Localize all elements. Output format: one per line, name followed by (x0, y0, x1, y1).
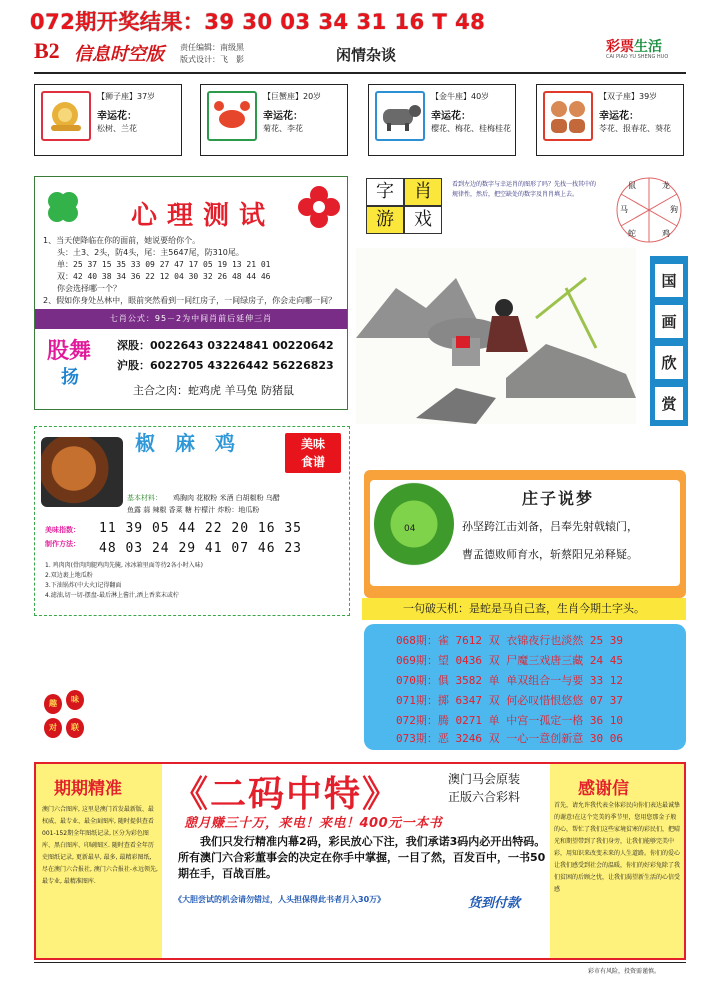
header-rule (34, 72, 686, 74)
zodiac-name: 【狮子座】37岁 (97, 92, 156, 101)
question-1-end: 你会选择哪一个？ (57, 284, 121, 293)
lucky-flowers: 松树、兰花 (97, 124, 137, 133)
zodiac-card-gemini (536, 84, 684, 156)
history-row: 070期：俱 3582 单 单双组合一与要 33 12 (396, 674, 623, 687)
ad-subtitle (448, 770, 520, 806)
wheel-rat: 鼠 (628, 181, 636, 190)
side-char-3: 欣 (655, 346, 683, 379)
ingredients: 鸡胸肉 花椒粉 米酒 白胡椒粉 乌醋 (173, 494, 280, 502)
step-4: 4.滤油,切一切-摆盘-最后淋上酱汁,洒上香菜末或柠 (45, 592, 179, 599)
footer-rule (34, 962, 686, 963)
ad-footer: 《大胆尝试的机会请勿错过，人头担保得此书者月入30万》 (174, 895, 386, 904)
history-row: 069期：望 0436 双 尸魔三戏唐三藏 24 45 (396, 654, 623, 667)
lotus-number: 04 (404, 524, 416, 534)
riddle-banner: 一句破天机：是蛇是马自己查，生肖今期土字头。 (362, 598, 686, 620)
recipe-box (34, 426, 350, 616)
wheel-dragon: 龙 (662, 181, 670, 190)
shenzhen-line: 深股：0022643 03224841 00220642 (117, 339, 334, 352)
ad-title: 《二码中特》 (172, 774, 401, 815)
editor-line: 责任编辑：南级黑 (180, 43, 244, 52)
history-row: 071期：掷 6347 双 何必叹惜恨悠悠 07 37 (396, 694, 623, 707)
question-1: 1、当天使降临在你的面前，她说要给你个。 (43, 236, 201, 245)
zodiac-name: 【巨蟹座】20岁 (263, 92, 322, 101)
lucky-label: 幸运花： (263, 111, 303, 122)
left-column (36, 764, 162, 958)
wheel-dog: 狗 (670, 205, 678, 214)
lucky-flowers: 菊花、李花 (263, 124, 303, 133)
ad-slogan: 憩月赚三十万，来电！来电！400元一本书 (184, 816, 443, 831)
flower-icon (297, 185, 341, 229)
formula-bar: 七肖公式：95－2为中间肖前后延伸三肖 (35, 309, 347, 329)
recipe-badge (285, 433, 341, 473)
designer-line: 版式设计：飞 影 (180, 55, 244, 64)
twins-icon (543, 91, 593, 141)
page-number: B2 (34, 38, 60, 63)
hero-result: 072期开奖结果：39 30 03 34 31 16 T 48 (30, 10, 486, 34)
section-title: 闲情杂谈 (336, 46, 397, 64)
even-row: 双：42 40 38 34 36 22 12 04 30 32 26 48 44 46 (57, 272, 271, 281)
wheel-horse: 马 (620, 205, 628, 214)
left-column-body: 澳门六合图库, 这里是澳门首发最新版、最权威、最专业、最全面图库, 随时提供查看001-152期全年图纸记录, 区分为彩色图库、黑白图库、印刷图区. 随时查看全年历史图纸记录, 更新最早, 最多, 最精彩图纸, 尽在澳门六合报社, 澳门六合报社-永远领先, 最专业, 最精准图库. (42, 806, 158, 885)
side-char-4: 赏 (655, 387, 683, 420)
ad-subtitle-b: 正版六合彩料 (448, 790, 521, 804)
ink-painting (356, 248, 636, 424)
paper-name: 信息时空版 (74, 44, 164, 65)
lucky-label: 幸运花： (599, 111, 639, 122)
puzzle-char-2: 肖 (404, 178, 442, 206)
badge-line-1: 美味 (300, 437, 325, 451)
recipe-title: 椒麻鸡 (135, 431, 255, 455)
left-column-title: 期期精准 (54, 779, 122, 799)
side-char-2: 画 (655, 305, 683, 338)
lucky-flowers: 樱花、梅花、桂梅桂花 (431, 124, 511, 133)
zodiac-wheel (610, 174, 688, 246)
right-column-title: 感谢信 (578, 779, 629, 799)
psych-title: 心理测试 (131, 201, 276, 231)
history-panel (364, 624, 686, 750)
psych-questions (43, 235, 343, 307)
odd-row: 单：25 37 15 35 33 09 27 47 17 05 19 13 21 01 (57, 260, 271, 269)
zhuangzi-line-1: 孙坚跨江击刘备，吕奉先射戟辕门， (462, 520, 638, 533)
puzzle-char-1: 字 (366, 178, 404, 206)
shanghai-line: 沪股：6022705 43226442 56226823 (117, 359, 334, 372)
stock-logo-a: 股舞 (47, 339, 92, 364)
right-column-body: 首先，请允许我代表全体彩民向你们表达最诚挚的谢意!在这个完美的季节里，您用您那金子般的心，帮忙了我们这些家境贫寒的彩民们，把晴光和期望带到了我们身旁，让我们能够完美中彩，用知识来改变未来的人生道路。你们的爱心让我们感受到社会的温暖，你们的好彩兔除了我们贫困的后顾之忧，让我们渴望新生活的心信受感 (554, 802, 681, 893)
brand-a: 彩票 (606, 39, 634, 55)
lucky-label: 幸运花： (431, 111, 471, 122)
dish-image (41, 437, 123, 507)
side-char-1: 国 (655, 264, 683, 297)
stock-logo-b: 扬 (61, 367, 79, 388)
clover-icon (43, 187, 83, 227)
ad-subtitle-a: 澳门马会原装 (448, 772, 521, 786)
zodiac-card-taurus (368, 84, 516, 156)
lion-icon (41, 91, 91, 141)
disclaimer: 彩市有风险，投资需谨慎。 (588, 968, 661, 975)
zhuangzi-box (364, 470, 686, 598)
lantern-1: 趣 (44, 694, 62, 714)
combo-line: 主合之肉：蛇鸡虎 羊马兔 防猪鼠 (133, 384, 294, 397)
zodiac-card-leo (34, 84, 182, 156)
badge-line-2: 食谱 (300, 455, 325, 469)
index-label: 美味指数： (45, 526, 80, 534)
recipe-steps (45, 561, 203, 601)
crab-icon (207, 91, 257, 141)
puzzle-char-4: 戏 (404, 206, 442, 234)
zhuangzi-title: 庄子说梦 (522, 489, 595, 508)
zodiac-name: 【金牛座】40岁 (431, 92, 490, 101)
zodiac-name: 【双子座】39岁 (599, 92, 658, 101)
history-row: 073期：恶 3246 双 一心一意创新意 30 06 (396, 732, 623, 745)
lantern-3: 对 (44, 718, 62, 738)
side-title-panel (650, 256, 688, 426)
recipe-number-row-2: 48 03 24 29 41 07 46 23 (99, 541, 303, 556)
ingredients-label: 基本材料： (127, 494, 162, 502)
puzzle-instructions: 看到左边的数字与幸运肖的图形了吗？先找一找其中的规律性，然后，把空缺处的数字及肖肖填上去。 (452, 181, 597, 198)
bull-icon (375, 91, 425, 141)
psych-test-box (34, 176, 348, 410)
step-2: 2.双边裹上地瓜粉 (45, 572, 93, 579)
ingredients-2: 鱼露 蒜 辣椒 香菜 糖 柠檬汁 炸粉：地瓜粉 (127, 506, 260, 514)
method-label: 制作方法： (45, 540, 80, 548)
editors (180, 42, 244, 66)
lantern-4: 联 (66, 718, 84, 738)
brand-b: 生活 (634, 39, 662, 55)
cod-label: 货到付款 (468, 896, 521, 911)
wheel-snake: 蛇 (628, 229, 636, 238)
brand-pinyin: CAI PIAO YU SHENG HUO (606, 54, 669, 60)
head-tail-line: 头：土3、2头，防4头，尾：主5647尾，防310尾。 (57, 248, 244, 257)
step-1: 1. 鸡肉肉(骨肉肉腿鸡肉先腌, 冰冰箱里面等待2各小时入味) (45, 562, 203, 569)
brand-logo (606, 36, 662, 56)
zhuangzi-line-2: 曹孟德败师育水，斩蔡阳兄弟释疑。 (462, 548, 638, 561)
puzzle-char-3: 游 (366, 206, 404, 234)
lantern-2: 味 (66, 690, 84, 710)
lucky-label: 幸运花： (97, 111, 137, 122)
zodiac-card-cancer (200, 84, 348, 156)
recipe-number-row-1: 11 39 05 44 22 20 16 35 (99, 521, 303, 536)
history-row: 068期：雀 7612 双 衣锦夜行也淡然 25 39 (396, 634, 623, 647)
right-column (550, 764, 684, 958)
zhuangzi-inner (370, 480, 680, 586)
wheel-rooster: 鸡 (662, 229, 670, 238)
step-3: 3.下油锅炸(中大火)记得翻面 (45, 582, 122, 589)
lucky-flowers: 苓花、报春花、葵花 (599, 124, 671, 133)
history-row: 072期：腾 0271 单 中宫一孤定一格 36 10 (396, 714, 623, 727)
ad-body: 我们只发行精准内幕2码，彩民放心下注，我们承诺3码内必开出特码。所有澳门六合彩董事会的决定在你手中掌握，一目了然，百发百中，一书50期在手，百战百胜。 (178, 835, 546, 880)
question-2: 2、假如你身处丛林中，眼前突然看到一间红房子，一间绿房子，你会走向哪一间？ (43, 296, 337, 305)
